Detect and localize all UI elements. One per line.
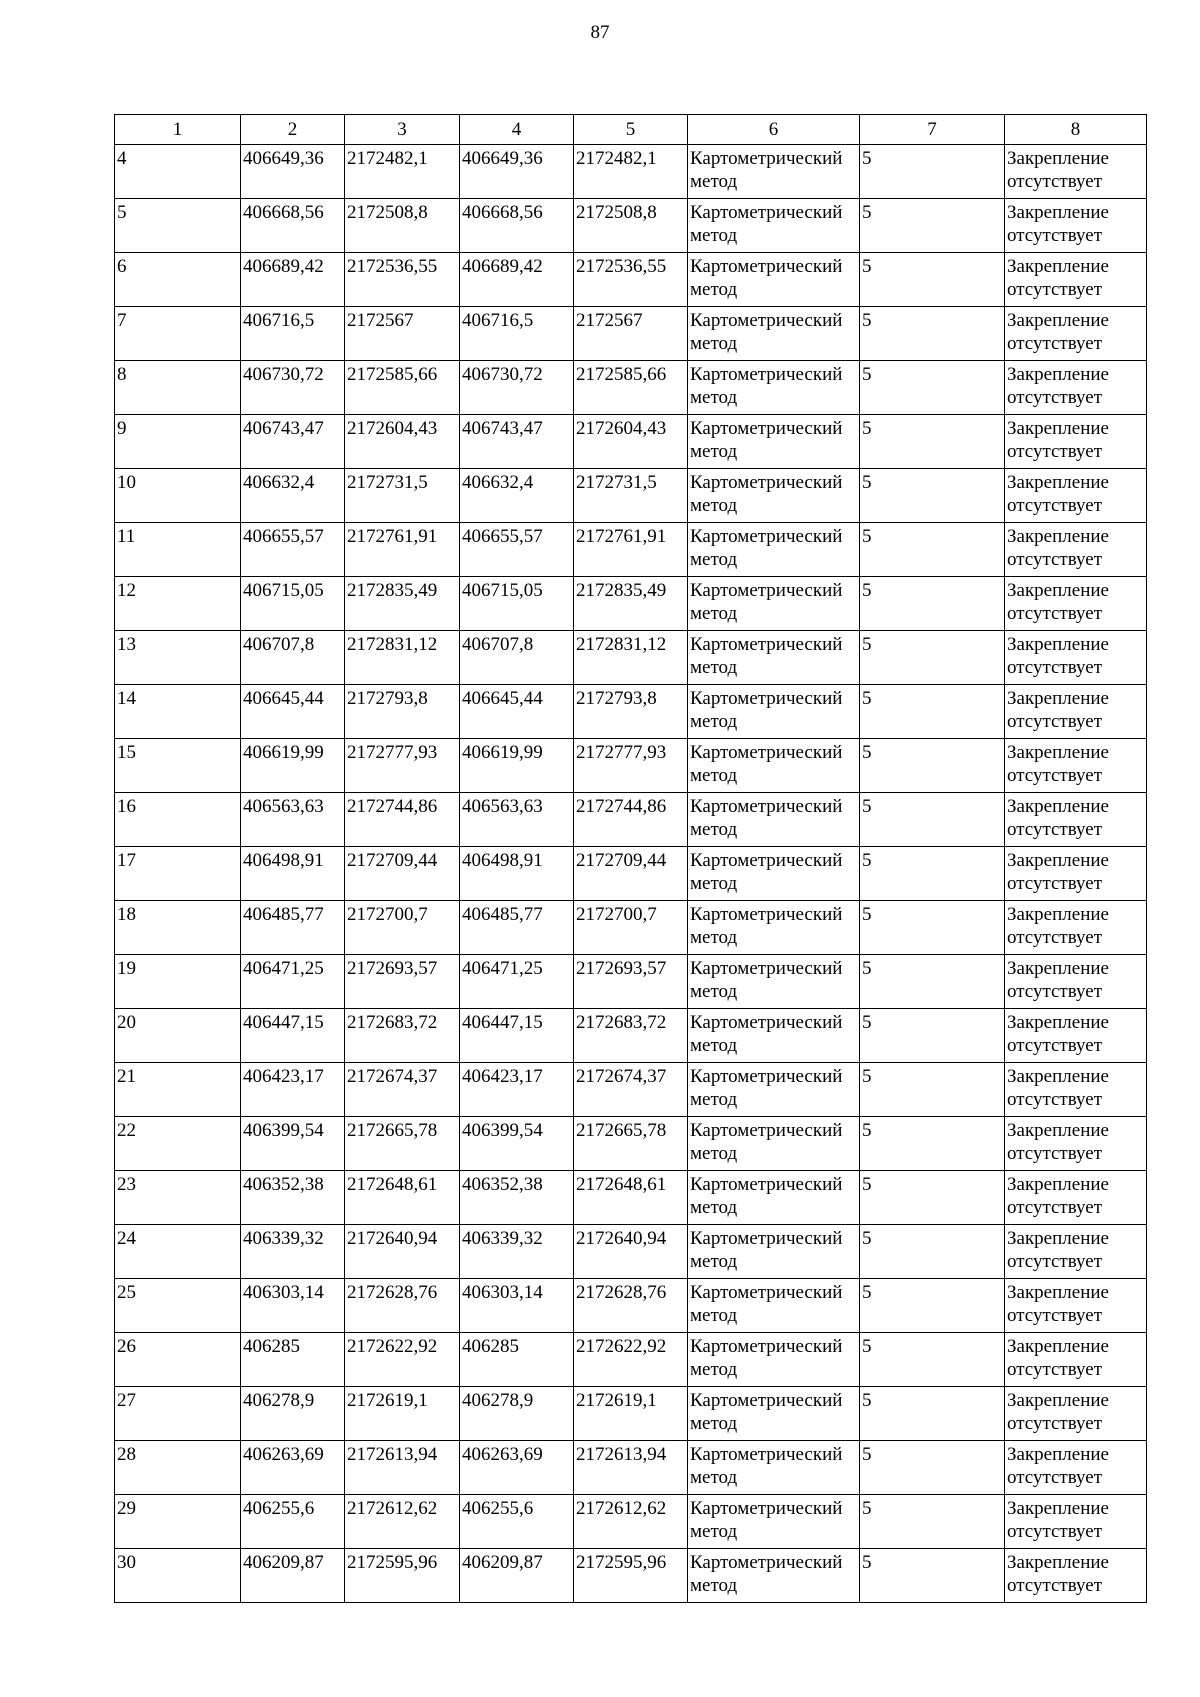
x-coordinate-cell: 406668,56: [241, 199, 345, 253]
x-coordinate-cell: 406471,25: [460, 955, 574, 1009]
method-cell: Картометрический метод: [688, 847, 860, 901]
method-cell: Картометрический метод: [688, 577, 860, 631]
table-row: [115, 1009, 1147, 1063]
y-coordinate-cell: 2172640,94: [574, 1225, 688, 1279]
y-coordinate-cell: 2172622,92: [574, 1333, 688, 1387]
y-coordinate-cell: 2172674,37: [345, 1063, 460, 1117]
y-coordinate-cell: 2172744,86: [574, 793, 688, 847]
x-coordinate-cell: 406278,9: [460, 1387, 574, 1441]
y-coordinate-cell: 2172700,7: [574, 901, 688, 955]
fixing-description-cell: Закрепление отсутствует: [1005, 685, 1147, 739]
x-coordinate-cell: 406716,5: [241, 307, 345, 361]
fixing-description-cell: Закрепление отсутствует: [1005, 361, 1147, 415]
x-coordinate-cell: 406339,32: [241, 1225, 345, 1279]
accuracy-cell: 5: [860, 415, 1005, 469]
x-coordinate-cell: 406743,47: [241, 415, 345, 469]
accuracy-cell: 5: [860, 1279, 1005, 1333]
point-number-cell: 19: [115, 955, 241, 1009]
method-cell: Картометрический метод: [688, 739, 860, 793]
column-header: 8: [1005, 115, 1147, 145]
accuracy-cell: 5: [860, 1063, 1005, 1117]
y-coordinate-cell: 2172793,8: [345, 685, 460, 739]
fixing-description-cell: Закрепление отсутствует: [1005, 1549, 1147, 1603]
y-coordinate-cell: 2172567: [345, 307, 460, 361]
y-coordinate-cell: 2172648,61: [574, 1171, 688, 1225]
point-number-cell: 30: [115, 1549, 241, 1603]
y-coordinate-cell: 2172585,66: [345, 361, 460, 415]
x-coordinate-cell: 406563,63: [460, 793, 574, 847]
column-header: 3: [345, 115, 460, 145]
x-coordinate-cell: 406352,38: [241, 1171, 345, 1225]
x-coordinate-cell: 406278,9: [241, 1387, 345, 1441]
point-number-cell: 28: [115, 1441, 241, 1495]
table-row: [115, 847, 1147, 901]
point-number-cell: 24: [115, 1225, 241, 1279]
table-row: [115, 577, 1147, 631]
point-number-cell: 18: [115, 901, 241, 955]
accuracy-cell: 5: [860, 523, 1005, 577]
method-cell: Картометрический метод: [688, 1333, 860, 1387]
x-coordinate-cell: 406423,17: [460, 1063, 574, 1117]
point-number-cell: 10: [115, 469, 241, 523]
y-coordinate-cell: 2172604,43: [574, 415, 688, 469]
method-cell: Картометрический метод: [688, 1225, 860, 1279]
table-row: [115, 361, 1147, 415]
fixing-description-cell: Закрепление отсутствует: [1005, 307, 1147, 361]
x-coordinate-cell: 406730,72: [460, 361, 574, 415]
table-row: [115, 1063, 1147, 1117]
column-header: 4: [460, 115, 574, 145]
y-coordinate-cell: 2172619,1: [574, 1387, 688, 1441]
x-coordinate-cell: 406689,42: [460, 253, 574, 307]
y-coordinate-cell: 2172622,92: [345, 1333, 460, 1387]
point-number-cell: 5: [115, 199, 241, 253]
x-coordinate-cell: 406339,32: [460, 1225, 574, 1279]
table-row: [115, 1279, 1147, 1333]
method-cell: Картометрический метод: [688, 199, 860, 253]
y-coordinate-cell: 2172665,78: [574, 1117, 688, 1171]
y-coordinate-cell: 2172700,7: [345, 901, 460, 955]
y-coordinate-cell: 2172536,55: [345, 253, 460, 307]
accuracy-cell: 5: [860, 1333, 1005, 1387]
accuracy-cell: 5: [860, 199, 1005, 253]
y-coordinate-cell: 2172613,94: [574, 1441, 688, 1495]
accuracy-cell: 5: [860, 1009, 1005, 1063]
method-cell: Картометрический метод: [688, 685, 860, 739]
y-coordinate-cell: 2172693,57: [574, 955, 688, 1009]
fixing-description-cell: Закрепление отсутствует: [1005, 199, 1147, 253]
column-header: 7: [860, 115, 1005, 145]
point-number-cell: 16: [115, 793, 241, 847]
table-row: [115, 1549, 1147, 1603]
column-header: 6: [688, 115, 860, 145]
y-coordinate-cell: 2172595,96: [345, 1549, 460, 1603]
method-cell: Картометрический метод: [688, 1549, 860, 1603]
accuracy-cell: 5: [860, 793, 1005, 847]
column-header: 5: [574, 115, 688, 145]
table-row: [115, 1387, 1147, 1441]
y-coordinate-cell: 2172683,72: [345, 1009, 460, 1063]
accuracy-cell: 5: [860, 685, 1005, 739]
fixing-description-cell: Закрепление отсутствует: [1005, 1495, 1147, 1549]
x-coordinate-cell: 406645,44: [460, 685, 574, 739]
accuracy-cell: 5: [860, 1171, 1005, 1225]
x-coordinate-cell: 406471,25: [241, 955, 345, 1009]
point-number-cell: 17: [115, 847, 241, 901]
x-coordinate-cell: 406649,36: [460, 145, 574, 199]
y-coordinate-cell: 2172536,55: [574, 253, 688, 307]
column-header: 1: [115, 115, 241, 145]
x-coordinate-cell: 406707,8: [241, 631, 345, 685]
y-coordinate-cell: 2172595,96: [574, 1549, 688, 1603]
y-coordinate-cell: 2172508,8: [574, 199, 688, 253]
x-coordinate-cell: 406498,91: [241, 847, 345, 901]
fixing-description-cell: Закрепление отсутствует: [1005, 901, 1147, 955]
accuracy-cell: 5: [860, 901, 1005, 955]
accuracy-cell: 5: [860, 577, 1005, 631]
fixing-description-cell: Закрепление отсутствует: [1005, 847, 1147, 901]
x-coordinate-cell: 406399,54: [241, 1117, 345, 1171]
column-header: 2: [241, 115, 345, 145]
y-coordinate-cell: 2172831,12: [345, 631, 460, 685]
point-number-cell: 11: [115, 523, 241, 577]
x-coordinate-cell: 406209,87: [241, 1549, 345, 1603]
x-coordinate-cell: 406632,4: [460, 469, 574, 523]
y-coordinate-cell: 2172777,93: [345, 739, 460, 793]
point-number-cell: 7: [115, 307, 241, 361]
y-coordinate-cell: 2172612,62: [574, 1495, 688, 1549]
point-number-cell: 15: [115, 739, 241, 793]
x-coordinate-cell: 406485,77: [241, 901, 345, 955]
x-coordinate-cell: 406619,99: [460, 739, 574, 793]
table-row: [115, 955, 1147, 1009]
method-cell: Картометрический метод: [688, 1279, 860, 1333]
x-coordinate-cell: 406645,44: [241, 685, 345, 739]
y-coordinate-cell: 2172619,1: [345, 1387, 460, 1441]
x-coordinate-cell: 406498,91: [460, 847, 574, 901]
point-number-cell: 27: [115, 1387, 241, 1441]
fixing-description-cell: Закрепление отсутствует: [1005, 469, 1147, 523]
method-cell: Картометрический метод: [688, 1171, 860, 1225]
y-coordinate-cell: 2172604,43: [345, 415, 460, 469]
y-coordinate-cell: 2172831,12: [574, 631, 688, 685]
y-coordinate-cell: 2172693,57: [345, 955, 460, 1009]
accuracy-cell: 5: [860, 739, 1005, 793]
fixing-description-cell: Закрепление отсутствует: [1005, 1333, 1147, 1387]
y-coordinate-cell: 2172835,49: [345, 577, 460, 631]
y-coordinate-cell: 2172731,5: [345, 469, 460, 523]
x-coordinate-cell: 406632,4: [241, 469, 345, 523]
fixing-description-cell: Закрепление отсутствует: [1005, 577, 1147, 631]
point-number-cell: 29: [115, 1495, 241, 1549]
point-number-cell: 23: [115, 1171, 241, 1225]
table-row: [115, 469, 1147, 523]
method-cell: Картометрический метод: [688, 631, 860, 685]
point-number-cell: 20: [115, 1009, 241, 1063]
fixing-description-cell: Закрепление отсутствует: [1005, 253, 1147, 307]
x-coordinate-cell: 406730,72: [241, 361, 345, 415]
table-row: [115, 415, 1147, 469]
x-coordinate-cell: 406399,54: [460, 1117, 574, 1171]
table-row: [115, 1225, 1147, 1279]
accuracy-cell: 5: [860, 1225, 1005, 1279]
x-coordinate-cell: 406447,15: [241, 1009, 345, 1063]
x-coordinate-cell: 406285: [241, 1333, 345, 1387]
x-coordinate-cell: 406303,14: [241, 1279, 345, 1333]
x-coordinate-cell: 406619,99: [241, 739, 345, 793]
x-coordinate-cell: 406655,57: [460, 523, 574, 577]
y-coordinate-cell: 2172482,1: [574, 145, 688, 199]
fixing-description-cell: Закрепление отсутствует: [1005, 1225, 1147, 1279]
fixing-description-cell: Закрепление отсутствует: [1005, 1441, 1147, 1495]
accuracy-cell: 5: [860, 307, 1005, 361]
y-coordinate-cell: 2172585,66: [574, 361, 688, 415]
method-cell: Картометрический метод: [688, 1441, 860, 1495]
fixing-description-cell: Закрепление отсутствует: [1005, 145, 1147, 199]
x-coordinate-cell: 406655,57: [241, 523, 345, 577]
fixing-description-cell: Закрепление отсутствует: [1005, 631, 1147, 685]
accuracy-cell: 5: [860, 145, 1005, 199]
x-coordinate-cell: 406255,6: [241, 1495, 345, 1549]
y-coordinate-cell: 2172777,93: [574, 739, 688, 793]
x-coordinate-cell: 406689,42: [241, 253, 345, 307]
fixing-description-cell: Закрепление отсутствует: [1005, 1063, 1147, 1117]
x-coordinate-cell: 406263,69: [241, 1441, 345, 1495]
fixing-description-cell: Закрепление отсутствует: [1005, 523, 1147, 577]
method-cell: Картометрический метод: [688, 361, 860, 415]
accuracy-cell: 5: [860, 1387, 1005, 1441]
point-number-cell: 12: [115, 577, 241, 631]
table-header-row: [115, 115, 1147, 145]
fixing-description-cell: Закрепление отсутствует: [1005, 1009, 1147, 1063]
x-coordinate-cell: 406303,14: [460, 1279, 574, 1333]
table-row: [115, 793, 1147, 847]
x-coordinate-cell: 406715,05: [460, 577, 574, 631]
x-coordinate-cell: 406209,87: [460, 1549, 574, 1603]
method-cell: Картометрический метод: [688, 1117, 860, 1171]
fixing-description-cell: Закрепление отсутствует: [1005, 415, 1147, 469]
method-cell: Картометрический метод: [688, 1495, 860, 1549]
table-row: [115, 739, 1147, 793]
accuracy-cell: 5: [860, 631, 1005, 685]
fixing-description-cell: Закрепление отсутствует: [1005, 1387, 1147, 1441]
point-number-cell: 9: [115, 415, 241, 469]
x-coordinate-cell: 406668,56: [460, 199, 574, 253]
table-row: [115, 307, 1147, 361]
y-coordinate-cell: 2172567: [574, 307, 688, 361]
y-coordinate-cell: 2172744,86: [345, 793, 460, 847]
method-cell: Картометрический метод: [688, 955, 860, 1009]
accuracy-cell: 5: [860, 361, 1005, 415]
x-coordinate-cell: 406352,38: [460, 1171, 574, 1225]
method-cell: Картометрический метод: [688, 1009, 860, 1063]
accuracy-cell: 5: [860, 1495, 1005, 1549]
y-coordinate-cell: 2172613,94: [345, 1441, 460, 1495]
fixing-description-cell: Закрепление отсутствует: [1005, 1117, 1147, 1171]
point-number-cell: 26: [115, 1333, 241, 1387]
point-number-cell: 6: [115, 253, 241, 307]
method-cell: Картометрический метод: [688, 145, 860, 199]
table-row: [115, 685, 1147, 739]
x-coordinate-cell: 406563,63: [241, 793, 345, 847]
y-coordinate-cell: 2172640,94: [345, 1225, 460, 1279]
y-coordinate-cell: 2172793,8: [574, 685, 688, 739]
method-cell: Картометрический метод: [688, 469, 860, 523]
x-coordinate-cell: 406423,17: [241, 1063, 345, 1117]
point-number-cell: 13: [115, 631, 241, 685]
fixing-description-cell: Закрепление отсутствует: [1005, 1171, 1147, 1225]
y-coordinate-cell: 2172508,8: [345, 199, 460, 253]
table-row: [115, 1495, 1147, 1549]
point-number-cell: 4: [115, 145, 241, 199]
x-coordinate-cell: 406649,36: [241, 145, 345, 199]
y-coordinate-cell: 2172761,91: [574, 523, 688, 577]
fixing-description-cell: Закрепление отсутствует: [1005, 739, 1147, 793]
x-coordinate-cell: 406715,05: [241, 577, 345, 631]
x-coordinate-cell: 406485,77: [460, 901, 574, 955]
fixing-description-cell: Закрепление отсутствует: [1005, 955, 1147, 1009]
point-number-cell: 25: [115, 1279, 241, 1333]
y-coordinate-cell: 2172731,5: [574, 469, 688, 523]
x-coordinate-cell: 406707,8: [460, 631, 574, 685]
point-number-cell: 14: [115, 685, 241, 739]
y-coordinate-cell: 2172709,44: [574, 847, 688, 901]
table-row: [115, 901, 1147, 955]
y-coordinate-cell: 2172482,1: [345, 145, 460, 199]
accuracy-cell: 5: [860, 955, 1005, 1009]
table-row: [115, 523, 1147, 577]
accuracy-cell: 5: [860, 1549, 1005, 1603]
method-cell: Картометрический метод: [688, 415, 860, 469]
table-row: [115, 631, 1147, 685]
method-cell: Картометрический метод: [688, 1063, 860, 1117]
y-coordinate-cell: 2172709,44: [345, 847, 460, 901]
accuracy-cell: 5: [860, 469, 1005, 523]
y-coordinate-cell: 2172761,91: [345, 523, 460, 577]
method-cell: Картометрический метод: [688, 1387, 860, 1441]
y-coordinate-cell: 2172612,62: [345, 1495, 460, 1549]
y-coordinate-cell: 2172683,72: [574, 1009, 688, 1063]
fixing-description-cell: Закрепление отсутствует: [1005, 1279, 1147, 1333]
x-coordinate-cell: 406255,6: [460, 1495, 574, 1549]
table-body: [115, 145, 1147, 1603]
x-coordinate-cell: 406285: [460, 1333, 574, 1387]
table-row: [115, 145, 1147, 199]
table-row: [115, 199, 1147, 253]
x-coordinate-cell: 406263,69: [460, 1441, 574, 1495]
method-cell: Картометрический метод: [688, 793, 860, 847]
method-cell: Картометрический метод: [688, 901, 860, 955]
x-coordinate-cell: 406716,5: [460, 307, 574, 361]
y-coordinate-cell: 2172628,76: [345, 1279, 460, 1333]
x-coordinate-cell: 406743,47: [460, 415, 574, 469]
table-row: [115, 1117, 1147, 1171]
y-coordinate-cell: 2172648,61: [345, 1171, 460, 1225]
table-row: [115, 1333, 1147, 1387]
y-coordinate-cell: 2172628,76: [574, 1279, 688, 1333]
page-number: 87: [590, 22, 610, 43]
y-coordinate-cell: 2172835,49: [574, 577, 688, 631]
table-row: [115, 253, 1147, 307]
point-number-cell: 22: [115, 1117, 241, 1171]
point-number-cell: 8: [115, 361, 241, 415]
coordinates-table: [114, 114, 1147, 1603]
accuracy-cell: 5: [860, 1441, 1005, 1495]
table-row: [115, 1441, 1147, 1495]
y-coordinate-cell: 2172674,37: [574, 1063, 688, 1117]
point-number-cell: 21: [115, 1063, 241, 1117]
method-cell: Картометрический метод: [688, 253, 860, 307]
fixing-description-cell: Закрепление отсутствует: [1005, 793, 1147, 847]
table-row: [115, 1171, 1147, 1225]
method-cell: Картометрический метод: [688, 307, 860, 361]
method-cell: Картометрический метод: [688, 523, 860, 577]
x-coordinate-cell: 406447,15: [460, 1009, 574, 1063]
accuracy-cell: 5: [860, 1117, 1005, 1171]
accuracy-cell: 5: [860, 847, 1005, 901]
y-coordinate-cell: 2172665,78: [345, 1117, 460, 1171]
accuracy-cell: 5: [860, 253, 1005, 307]
